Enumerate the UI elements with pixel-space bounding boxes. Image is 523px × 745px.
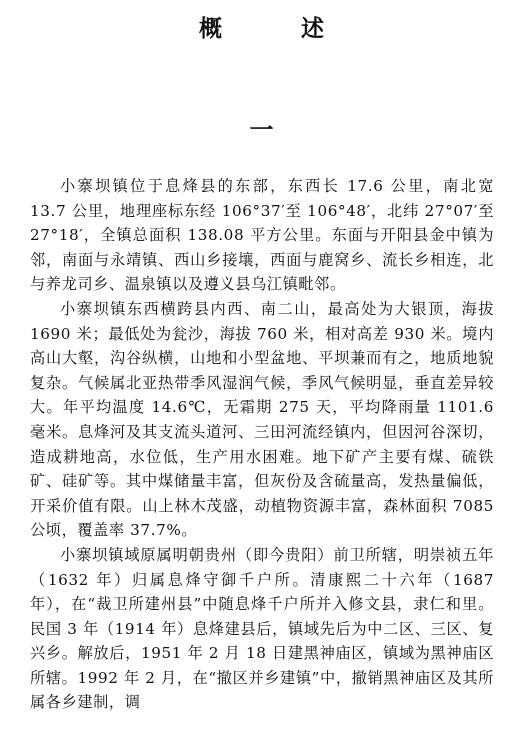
section-number: 一	[249, 116, 274, 144]
paragraph: 小寨坝镇东西横跨县内西、南二山，最高处为大银顶，海拔 1690 米；最低处为瓮沙，海拔 760 米，相对高差 930 米。境内高山大壑，沟谷纵横，山地和小型盆地、平坝兼而有之，地质地貌复杂。气候属北亚热带季风湿润气候，季风气候明显，垂直差异较大。年平均温度 14.6℃，无霜期 275 天，平均降雨量 1101.6 毫米。息烽河及其支流头道河、三田河流经镇内，但因河谷深切，造成耕地高，水位低，生产用水困难。地下矿产主要有煤、硫铁矿、硅矿等。其中煤储量丰富，但灰份及含硫量高，发热量偏低，开采价值有限。山上林木茂盛，动植物资源丰富，森林面积 7085 公顷，覆盖率 37.7%。	[30, 299, 494, 540]
paragraph: 小寨坝镇位于息烽县的东部，东西长 17.6 公里，南北宽 13.7 公里，地理座标东经 106°37′至 106°48′，北纬 27°07′至 27°18′，全镇总面积 138.08 平方公里。东面与开阳县金中镇为邻，南面与永靖镇、西山乡接壤，西面与鹿窝乡、流长乡相连，北与养龙司乡、温泉镇以及遵义县乌江镇毗邻。	[30, 177, 494, 294]
paragraph: 小寨坝镇域原属明朝贵州（即今贵阳）前卫所辖，明崇祯五年（1632 年）归属息烽守御千户所。清康熙二十六年（1687 年），在“裁卫所建州县”中随息烽千户所并入修文县，隶仁和里。民国 3 年（1914 年）息烽建县后，镇域先后为中二区、三区、复兴乡。解放后，1951 年 2 月 18 日建黑神庙区，镇域为黑神庙区所辖。1992 年 2 月，在“撤区并乡建镇”中，撤销黑神庙区及其所属各乡建制，调	[30, 545, 494, 712]
page-title: 概 述	[199, 16, 352, 42]
body-text	[30, 174, 494, 715]
